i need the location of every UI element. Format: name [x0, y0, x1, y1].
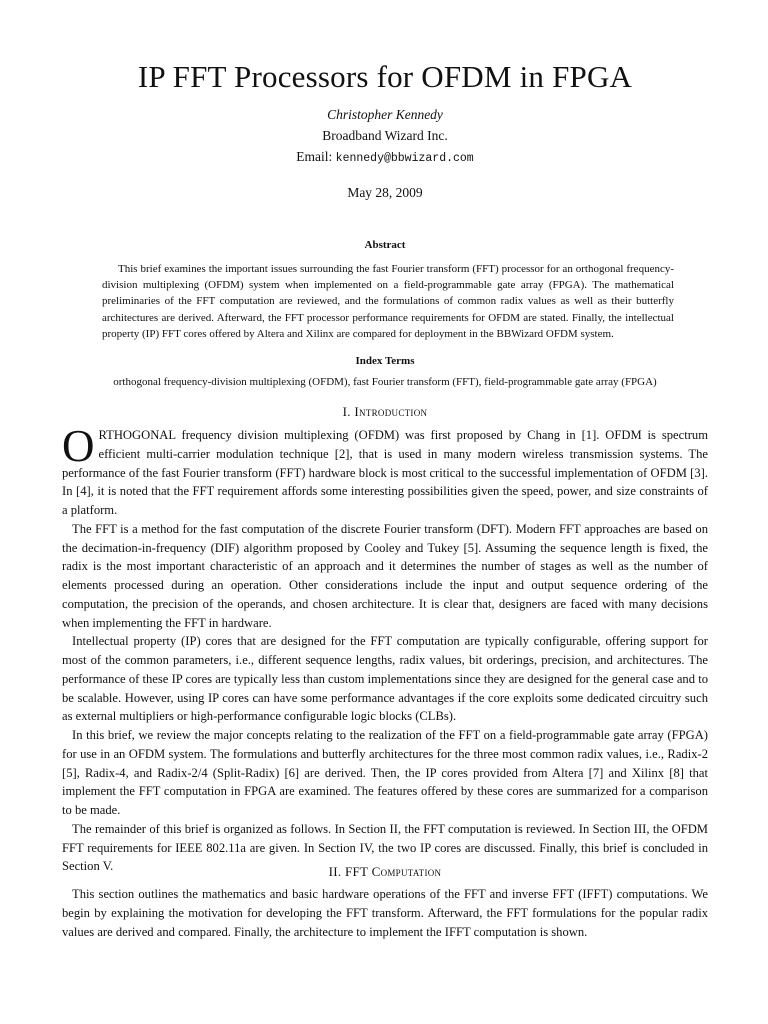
introduction-body	[62, 421, 708, 876]
intro-paragraph	[62, 421, 708, 520]
intro-paragraph: The remainder of this brief is organized as follows. In Section II, the FFT computation is reviewed. In Section III, the OFDM FFT requirements for IEEE 802.11a are given. In Section IV, the two IP cores are discussed. Finally, this brief is concluded in Section V.	[62, 821, 708, 874]
intro-paragraph: Intellectual property (IP) cores that are designed for the FFT computation are typically configurable, offering support for most of the common parameters, i.e., different sequence lengths, radix values, bit orderings, precision, and architectures. The performance of these IP cores are typically less than custom implementations since they are designed for the general case and to be scalable. However, using IP cores can have some performance advantages if the core exploits some dedicated circuitry such as external multipliers or high-performance configurable logic blocks (CLBs).	[62, 634, 708, 724]
abstract-heading: Abstract	[364, 239, 406, 251]
abstract-text: This brief examines the important issues surrounding the fast Fourier transform (FFT) processor for an orthogonal frequency-division multiplexing (OFDM) system when implemented on a field-programmable gate array (FPGA). The mathematical preliminaries of the FFT computation are reviewed, and the formulations of common radix values as well as their butterfly architectures are derived. Afterward, the FFT processor performance requirements for OFDM are stated. Finally, the intellectual property (IP) FFT cores offered by Altera and Xilinx are compared for deployment in the BBWizard OFDM system.	[102, 263, 674, 340]
paper-title: IP FFT Processors for OFDM in FPGA	[137, 59, 633, 94]
email-label: Email:	[296, 149, 333, 164]
index-terms-text: orthogonal frequency-division multiplexing (OFDM), fast Fourier transform (FFT), field-programmable gate array (FPGA)	[113, 376, 657, 388]
section-heading-fft-computation: II. FFT Computation	[328, 864, 442, 879]
email-address: kennedy@bbwizard.com	[335, 152, 474, 165]
paper-date: May 28, 2009	[347, 185, 423, 200]
fft-paragraph: This section outlines the mathematics and basic hardware operations of the FFT and inverse FFT (IFFT) computations. We begin by explaining the motivation for developing the FFT transform. Afterward, the FFT formulations for the popular radix values are derived and compared. Finally, the architecture to implement the IFFT computation is shown.	[62, 887, 708, 939]
author-email	[62, 148, 708, 168]
intro-paragraph-text: RTHOGONAL frequency division multiplexing (OFDM) was first proposed by Chang in [1]. OFDM is spectrum efficient multi-carrier modulation technique [2], that is used in many modern wireless transmission systems. The performance of the fast Fourier transform (FFT) hardware block is most critical to the successful implementation of OFDM [3]. In [4], it is noted that the FFT requirement affords some interesting possibilities given the speed, power, and size constraints of a platform.	[62, 428, 708, 517]
intro-paragraph: In this brief, we review the major concepts relating to the realization of the FFT on a field-programmable gate array (FPGA) for use in an OFDM system. The formulations and butterfly architectures for the three most common radix values, i.e., Radix-2 [5], Radix-4, and Radix-2/4 (Split-Radix) [6] are derived. Then, the IP cores provided from Altera [7] and Xilinx [8] that implement the FFT computation in FPGA are examined. The features offered by these cores are summarized for a comparison to be made.	[62, 728, 708, 817]
index-terms-heading: Index Terms	[355, 355, 415, 367]
author-affiliation: Broadband Wizard Inc.	[322, 128, 448, 143]
author-name: Christopher Kennedy	[327, 107, 443, 122]
fft-computation-body	[62, 885, 708, 941]
intro-paragraph: The FFT is a method for the fast computation of the discrete Fourier transform (DFT). Modern FFT approaches are based on the decimation-in-frequency (DIF) algorithm proposed by Cooley and Tukey [5]. Assuming the sequence length is fixed, the radix is the most important characteristic of an approach and it determines the number of stages as well as the number of elements processed during an operation. Other considerations include the input and output sequence ordering of the computation, the precision of the operands, and chosen architecture. It is clear that, designers are faced with many decisions when implementing the FFT in hardware.	[62, 521, 708, 630]
section-heading-introduction: I. Introduction	[342, 404, 428, 419]
drop-cap: O	[62, 421, 95, 471]
